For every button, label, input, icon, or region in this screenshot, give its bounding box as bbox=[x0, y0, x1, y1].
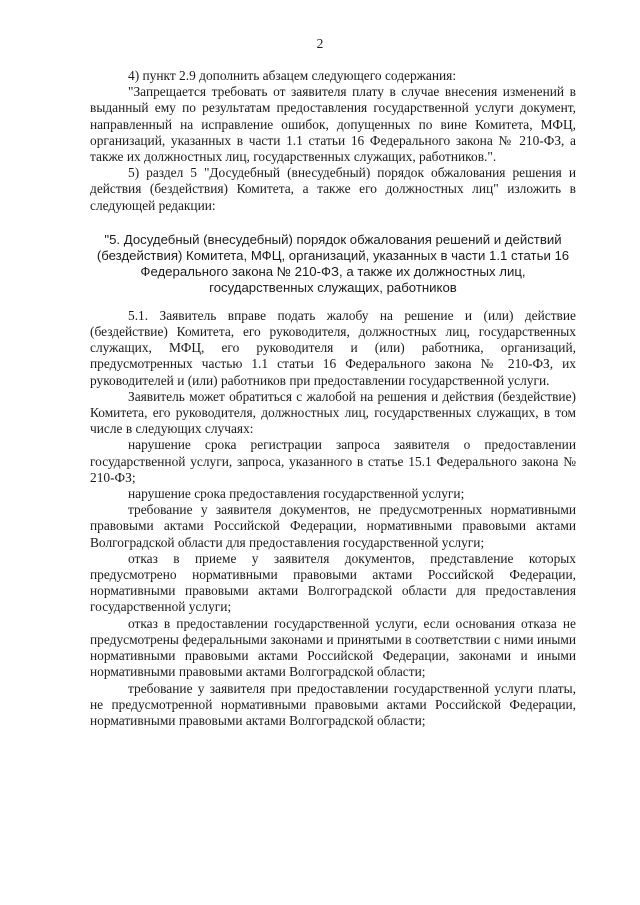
document-body bbox=[90, 68, 576, 729]
paragraph-quoted-insert: "Запрещается требовать от заявителя плату в случае внесения изменений в выданный ему по результатам предоставления государственной услуги документ, направленный на исправление ошибок, допущенных по вине Комитета, МФЦ, организаций, указанных в части 1.1 статьи 16 Федерального закона № 210-ФЗ, а также их должностных лиц, государственных служащих, работников.". bbox=[90, 84, 576, 165]
list-item-service-delay: нарушение срока предоставления государственной услуги; bbox=[128, 486, 465, 502]
paragraph-5-1: 5.1. Заявитель вправе подать жалобу на решение и (или) действие (бездействие) Комитета, его руководителя, должностных лиц, государственных служащих, МФЦ, его руководителя и (или) работника, организаций, предусмотренных частью 1.1 статьи 16 Федерального закона № 210-ФЗ, их руководителей и (или) работников при предоставлении государственной услуги. bbox=[90, 307, 576, 388]
list-item-unlawful-fee: требование у заявителя при предоставлении государственной услуги платы, не предусмотренной нормативными правовыми актами Российской Федерации, нормативными правовыми актами Волгоградской области; bbox=[90, 680, 576, 728]
list-item-extra-documents: требование у заявителя документов, не предусмотренных нормативными правовыми актами Российской Федерации, нормативными правовыми актами Волгоградской области для предоставления государственной услуги; bbox=[90, 502, 576, 550]
paragraph-amendment-5: 5) раздел 5 "Досудебный (внесудебный) порядок обжалования решения и действия (бездействия) Комитета, а также его должностных лиц" изложить в следующей редакции: bbox=[90, 165, 576, 213]
list-item-registration-delay: нарушение срока регистрации запроса заявителя о предоставлении государственной услуги, запроса, указанного в статье 15.1 Федерального закона № 210-ФЗ; bbox=[90, 437, 576, 485]
paragraph-complaint-cases: Заявитель может обратиться с жалобой на решения и действия (бездействие) Комитета, его руководителя, должностных лиц, государственных служащих, в том числе в следующих случаях: bbox=[90, 388, 576, 437]
paragraph-amendment-4: 4) пункт 2.9 дополнить абзацем следующего содержания: bbox=[128, 68, 457, 83]
list-item-document-refusal: отказ в приеме у заявителя документов, представление которых предусмотрено нормативными правовыми актами Российской Федерации, нормативными правовыми актами Волгоградской области для предоставления государственной услуги; bbox=[90, 550, 576, 615]
section-heading: "5. Досудебный (внесудебный) порядок обжалования решений и действий (бездействия) Комитета, МФЦ, организаций, указанных в части 1.1 статьи 16 Федерального закона № 210-ФЗ, а также их должностных лиц, государственных служащих, работников bbox=[96, 231, 570, 295]
list-item-service-refusal: отказ в предоставлении государственной услуги, если основания отказа не предусмотрены федеральными законами и принятыми в соответствии с ними иными нормативными правовыми актами Российской Федерации, законами и иными нормативными правовыми актами Волгоградской области; bbox=[90, 615, 576, 680]
page-number: 2 bbox=[316, 36, 324, 51]
